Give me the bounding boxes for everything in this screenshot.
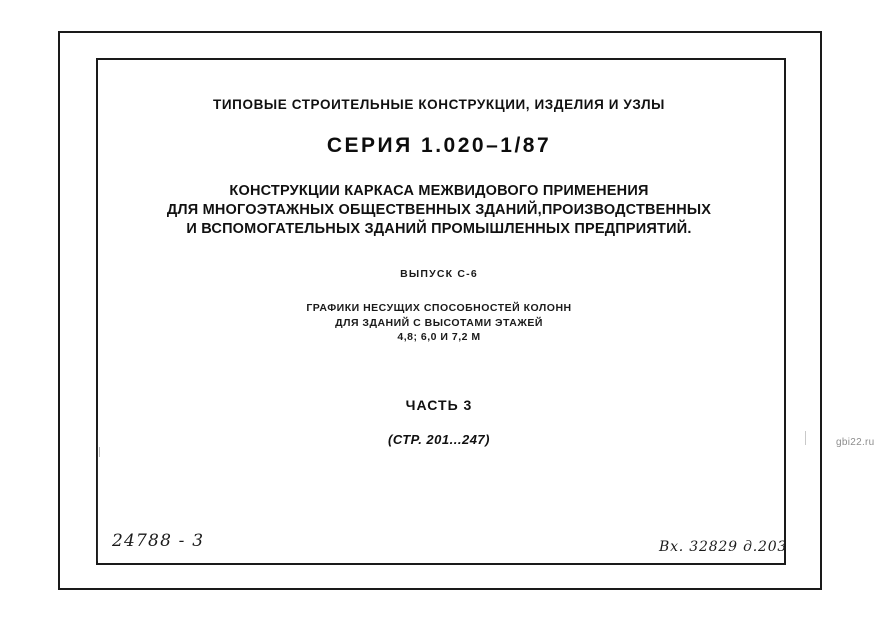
contents-line-1: ГРАФИКИ НЕСУЩИХ СПОСОБНОСТЕЙ КОЛОНН	[306, 302, 572, 314]
subtitle-line-2: ДЛЯ МНОГОЭТАЖНЫХ ОБЩЕСТВЕННЫХ ЗДАНИЙ,ПРОИЗВОДСТВЕННЫХ	[166, 202, 712, 218]
contents-description	[96, 301, 782, 345]
title-block	[96, 58, 782, 561]
site-watermark: gbi22.ru	[836, 437, 875, 448]
scan-artifact	[805, 431, 806, 445]
series-number: СЕРИЯ 1.020–1/87	[326, 134, 552, 157]
contents-line-2: ДЛЯ ЗДАНИЙ С ВЫСОТАМИ ЭТАЖЕЙ	[335, 316, 543, 329]
document-subtitle	[96, 182, 782, 239]
handwritten-registration-left: 24788 - 3	[112, 531, 205, 551]
page-range: (СТР. 201...247)	[388, 431, 490, 447]
document-header: ТИПОВЫЕ СТРОИТЕЛЬНЫЕ КОНСТРУКЦИИ, ИЗДЕЛИЯ И УЗЛЫ	[213, 97, 665, 112]
handwritten-registration-right: Вх. 32829 д.203	[659, 539, 788, 555]
issue-number: ВЫПУСК С-6	[400, 268, 478, 280]
subtitle-line-3: И ВСПОМОГАТЕЛЬНЫХ ЗДАНИЙ ПРОМЫШЛЕННЫХ ПРЕДПРИЯТИЙ.	[186, 221, 692, 237]
subtitle-line-1: КОНСТРУКЦИИ КАРКАСА МЕЖВИДОВОГО ПРИМЕНЕНИЯ	[229, 183, 649, 199]
contents-line-3: 4,8; 6,0 И 7,2 М	[397, 331, 481, 343]
part-label: ЧАСТЬ 3	[405, 396, 473, 413]
